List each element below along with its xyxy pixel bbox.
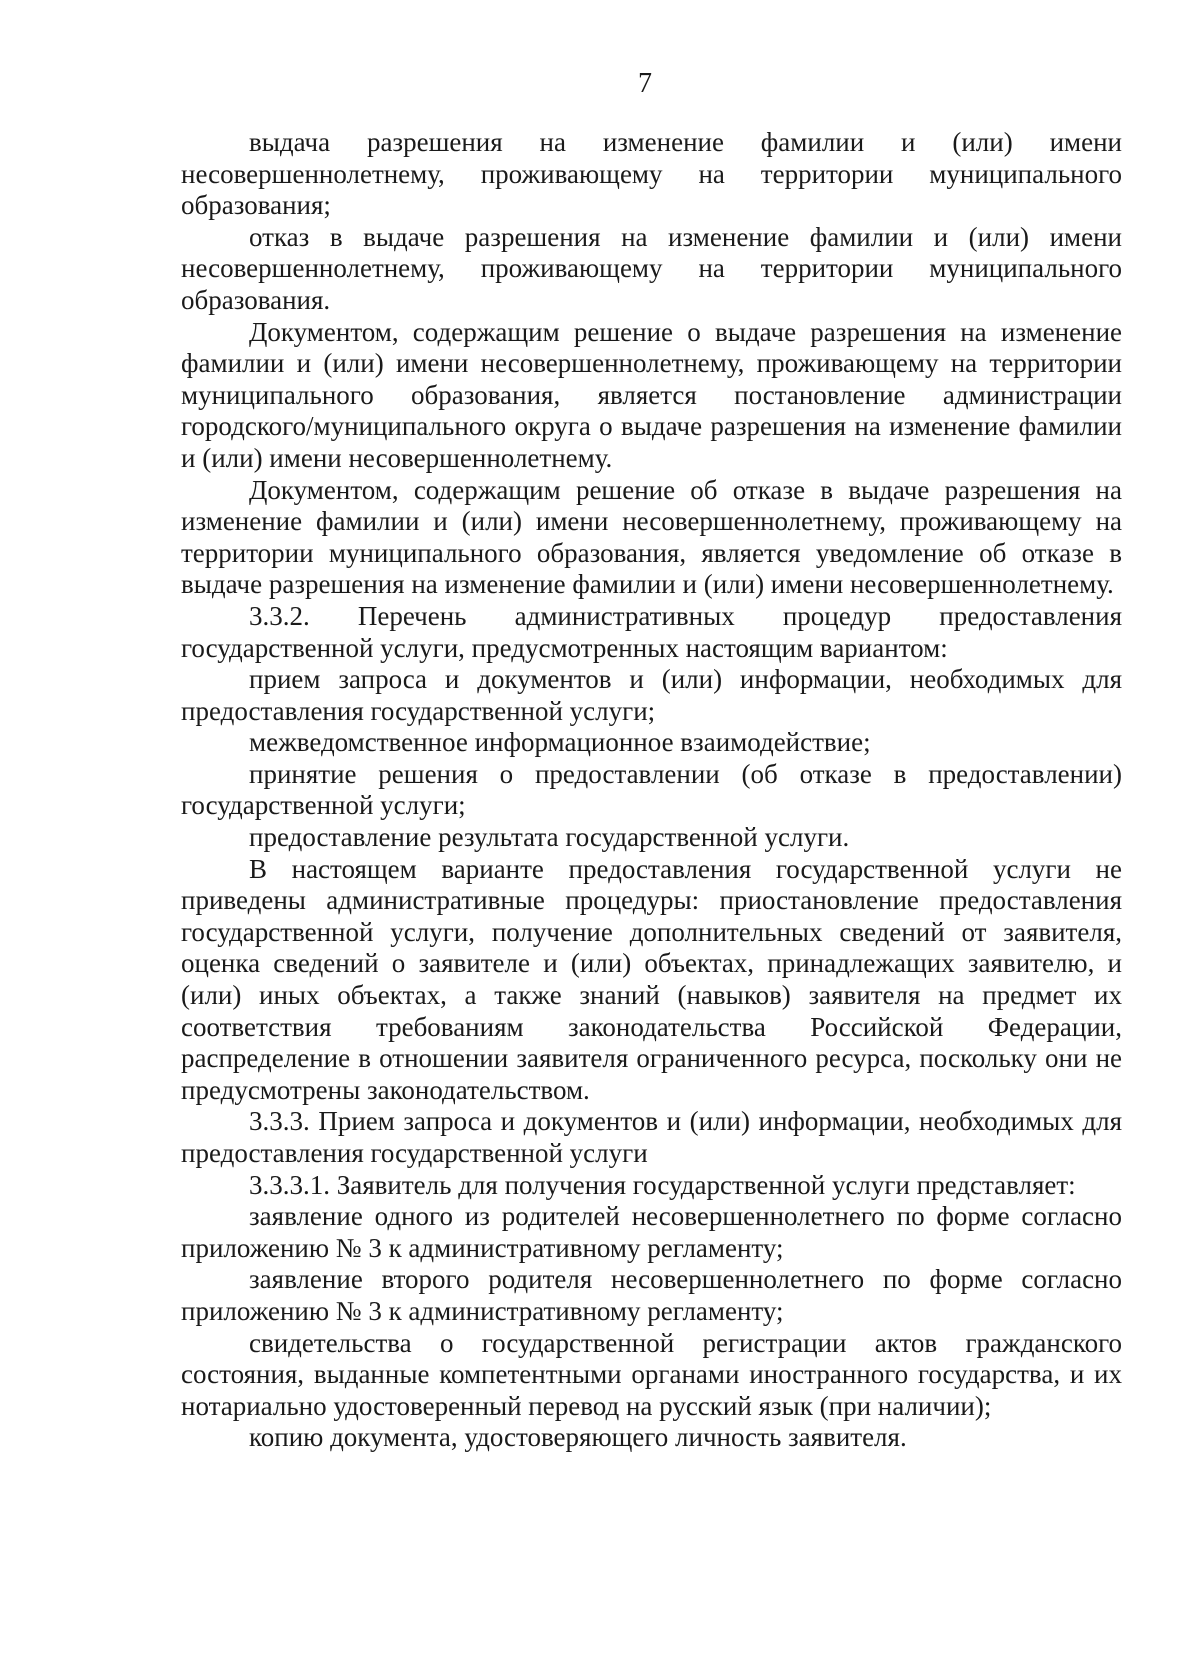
paragraph: Документом, содержащим решение об отказе в выдаче разрешения на изменение фамилии и (или) имени несовершеннолетнему, проживающему на территории муниципального образования, является уведомление об отказе в выдаче разрешения на изменение фамилии и (или) имени несовершеннолетнему. bbox=[181, 474, 1122, 600]
paragraph: выдача разрешения на изменение фамилии и (или) имени несовершеннолетнему, проживающему на территории муниципального образования; bbox=[181, 127, 1122, 221]
paragraph: копию документа, удостоверяющего личность заявителя. bbox=[249, 1422, 907, 1453]
paragraph: заявление второго родителя несовершеннолетнего по форме согласно приложению № 3 к административному регламенту; bbox=[181, 1264, 1122, 1326]
paragraph: отказ в выдаче разрешения на изменение фамилии и (или) имени несовершеннолетнему, проживающему на территории муниципального образования. bbox=[181, 221, 1122, 315]
paragraph: В настоящем варианте предоставления государственной услуги не приведены административные процедуры: приостановление предоставления государственной услуги, получение дополнительных сведений от заявителя, оценка сведений о заявителе и (или) объектах, принадлежащих заявителю, и (или) иных объектах, а также знаний (навыков) заявителя на предмет их соответствия требованиям законодательства Российской Федерации, распределение в отношении заявителя ограниченного ресурса, поскольку они не предусмотрены законодательством. bbox=[181, 853, 1122, 1105]
paragraph: межведомственное информационное взаимодействие; bbox=[249, 727, 871, 758]
paragraph: прием запроса и документов и (или) информации, необходимых для предоставления государственной услуги; bbox=[181, 664, 1122, 726]
paragraph: 3.3.3. Прием запроса и документов и (или) информации, необходимых для предоставления государственной услуги bbox=[181, 1106, 1122, 1168]
paragraph: предоставление результата государственной услуги. bbox=[249, 822, 850, 853]
paragraph: свидетельства о государственной регистрации актов гражданского состояния, выданные компетентными органами иностранного государства, и их нотариально удостоверенный перевод на русский язык (при наличии); bbox=[181, 1327, 1122, 1421]
document-body bbox=[181, 127, 1122, 1454]
paragraph: 3.3.3.1. Заявитель для получения государственной услуги представляет: bbox=[249, 1169, 1076, 1200]
page-number: 7 bbox=[638, 68, 652, 99]
paragraph: принятие решения о предоставлении (об отказе в предоставлении) государственной услуги; bbox=[181, 758, 1122, 821]
paragraph: Документом, содержащим решение о выдаче разрешения на изменение фамилии и (или) имени несовершеннолетнему, проживающему на территории муниципального образования, является постановление администрации городского/муниципального округа о выдаче разрешения на изменение фамилии и (или) имени несовершеннолетнему. bbox=[181, 316, 1122, 473]
paragraph: 3.3.2. Перечень административных процедур предоставления государственной услуги, предусмотренных настоящим вариантом: bbox=[181, 600, 1122, 663]
paragraph: заявление одного из родителей несовершеннолетнего по форме согласно приложению № 3 к административному регламенту; bbox=[181, 1201, 1122, 1263]
